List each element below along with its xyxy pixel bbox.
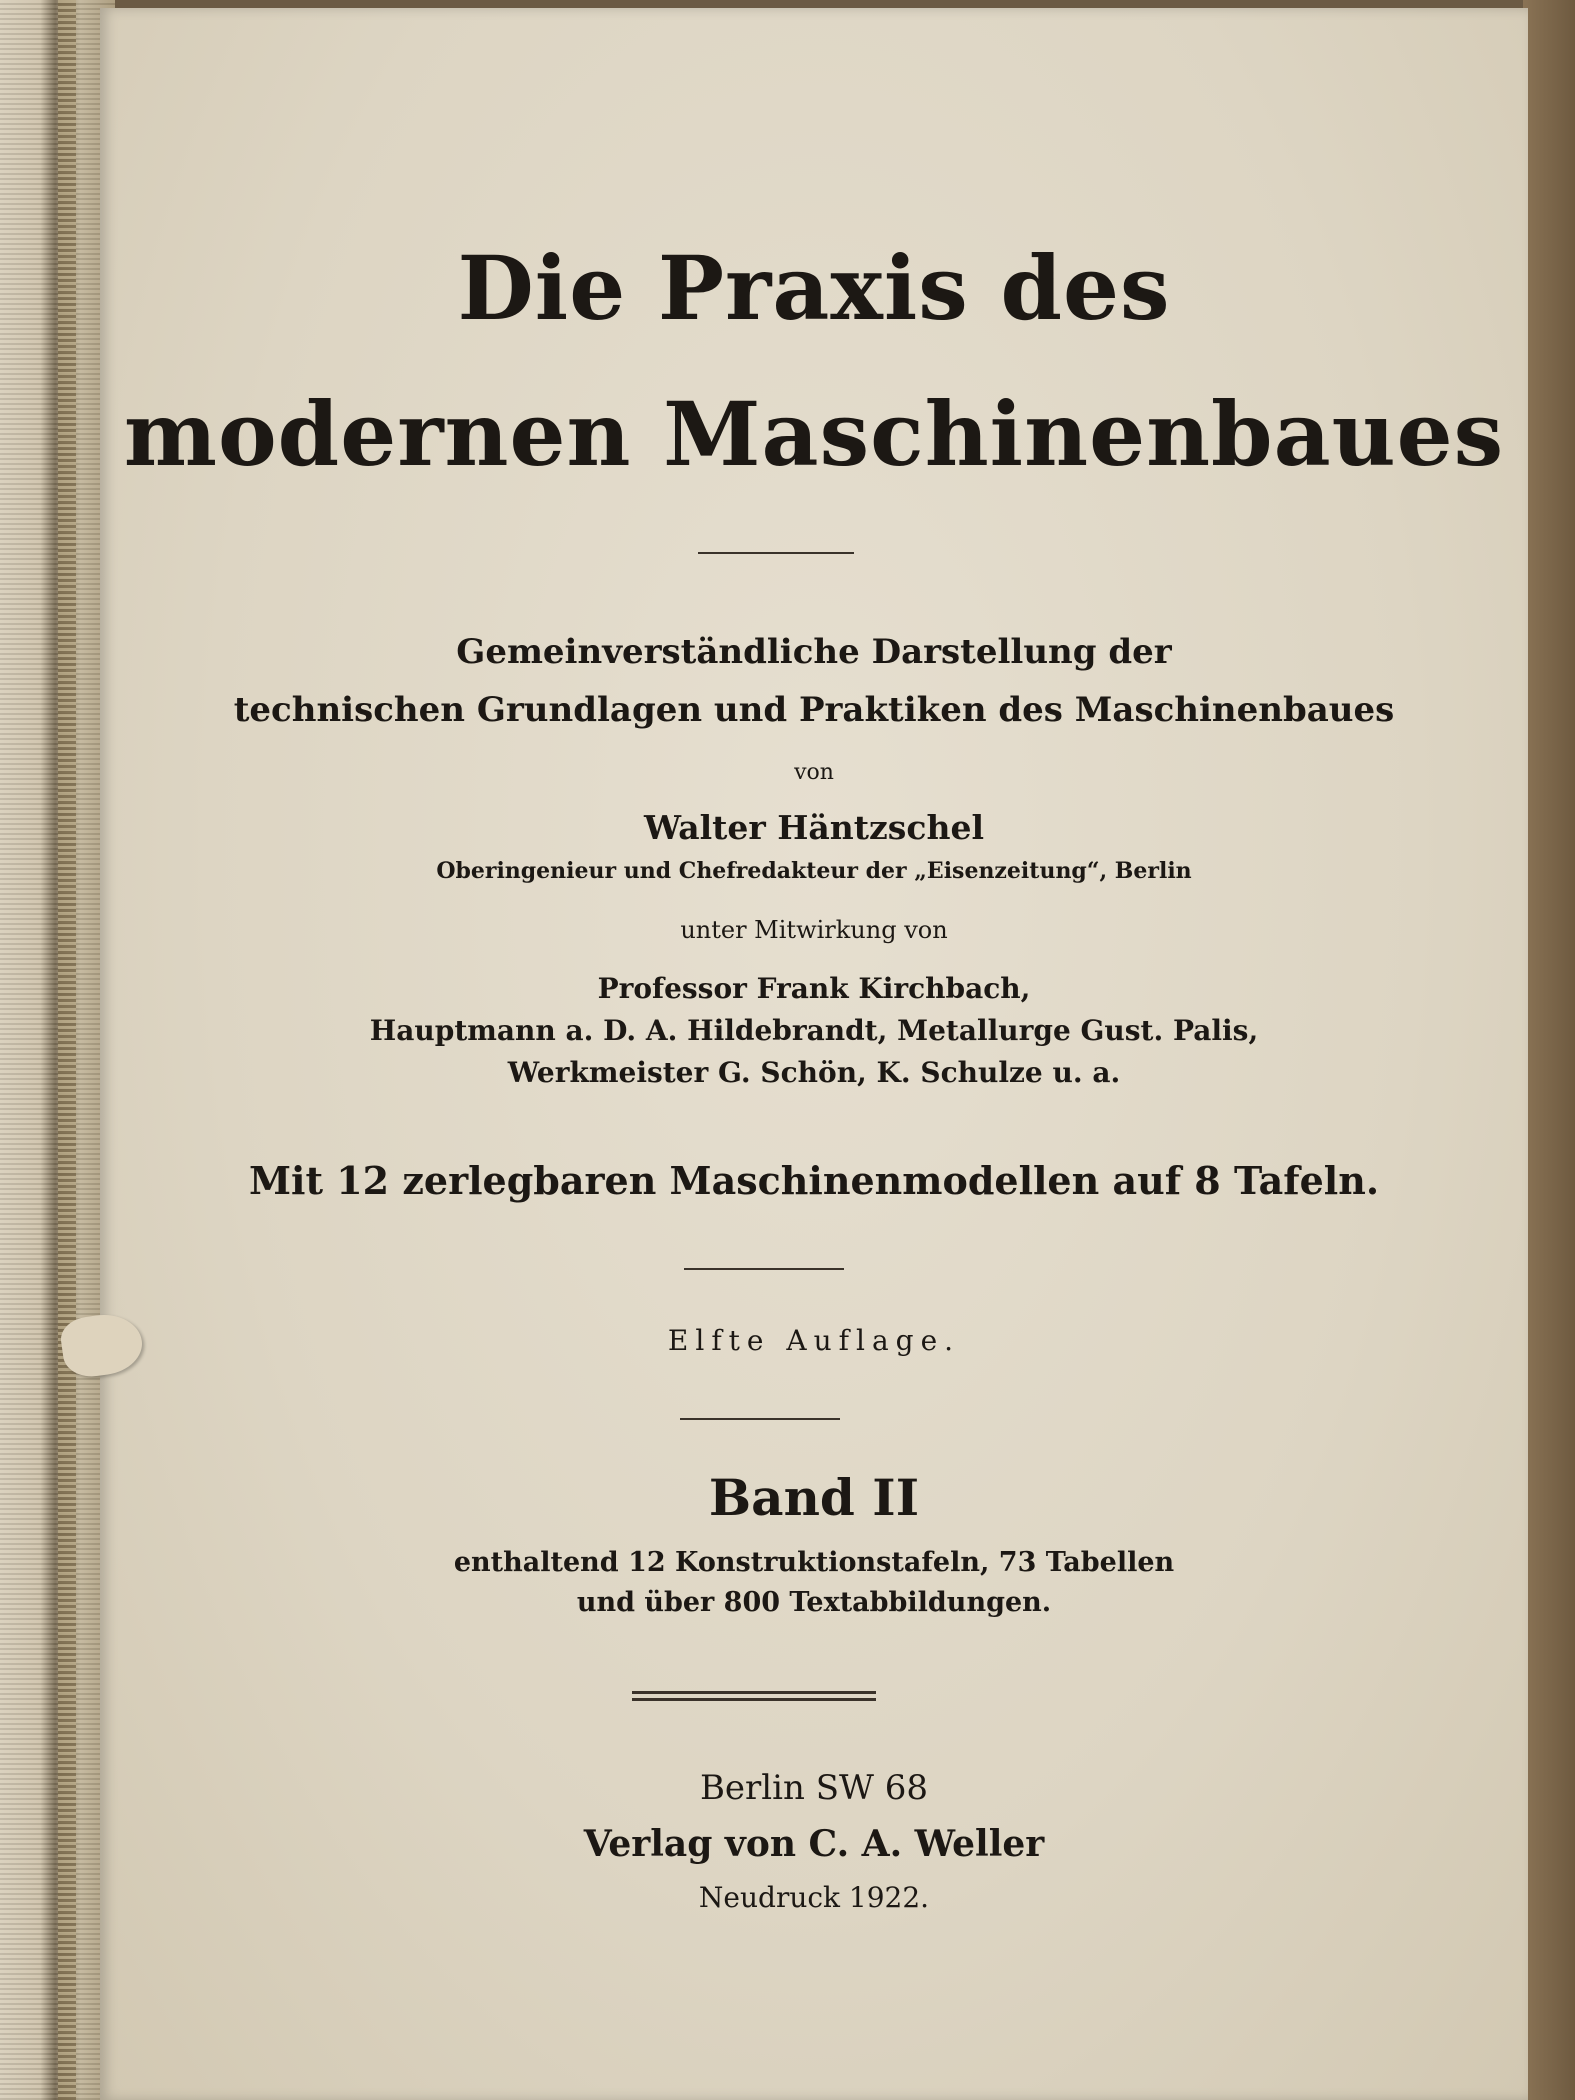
volume-contents-line-2: und über 800 Textabbildungen. bbox=[576, 1587, 1052, 1618]
imprint-publisher: Verlag von C. A. Weller bbox=[583, 1823, 1045, 1865]
double-rule-bottom bbox=[632, 1698, 876, 1701]
author-name: Walter Häntzschel bbox=[644, 808, 984, 847]
collaboration-intro: unter Mitwirkung von bbox=[680, 916, 948, 944]
volume-contents bbox=[100, 1543, 1528, 1623]
contributors-line-3: Werkmeister G. Schön, K. Schulze u. a. bbox=[507, 1056, 1121, 1089]
contributors-line-1: Professor Frank Kirchbach, bbox=[597, 972, 1031, 1005]
subtitle-line-1: Gemeinverständliche Darstellung der bbox=[456, 632, 1172, 672]
contributors-line-2: Hauptmann a. D. A. Hildebrandt, Metallurge Gust. Palis, bbox=[369, 1014, 1259, 1047]
volume-label: Band II bbox=[708, 1468, 920, 1527]
spine-binding bbox=[58, 0, 76, 2100]
double-rule-top bbox=[632, 1691, 876, 1694]
models-divider bbox=[684, 1268, 844, 1270]
contributors bbox=[100, 968, 1528, 1094]
subtitle bbox=[100, 623, 1528, 739]
title-line-1: Die Praxis des bbox=[457, 236, 1171, 340]
imprint-reprint: Neudruck 1922. bbox=[698, 1881, 930, 1914]
by-label: von bbox=[794, 760, 834, 785]
models-note: Mit 12 zerlegbaren Maschinenmodellen auf 8 Tafeln. bbox=[248, 1158, 1380, 1203]
edition: Elfte Auflage. bbox=[667, 1324, 961, 1357]
title-page bbox=[100, 8, 1528, 2100]
title-divider bbox=[698, 552, 854, 554]
subtitle-line-2: technischen Grundlagen und Praktiken des Maschinenbaues bbox=[233, 690, 1395, 730]
volume-contents-line-1: enthaltend 12 Konstruktionstafeln, 73 Tabellen bbox=[453, 1547, 1175, 1578]
title-line-2: modernen Maschinenbaues bbox=[123, 382, 1505, 486]
edition-divider bbox=[680, 1418, 840, 1420]
page-right-edge bbox=[1523, 0, 1575, 2100]
imprint-place: Berlin SW 68 bbox=[699, 1768, 929, 1808]
author-role: Oberingenieur und Chefredakteur der „Eisenzeitung“, Berlin bbox=[436, 858, 1192, 884]
